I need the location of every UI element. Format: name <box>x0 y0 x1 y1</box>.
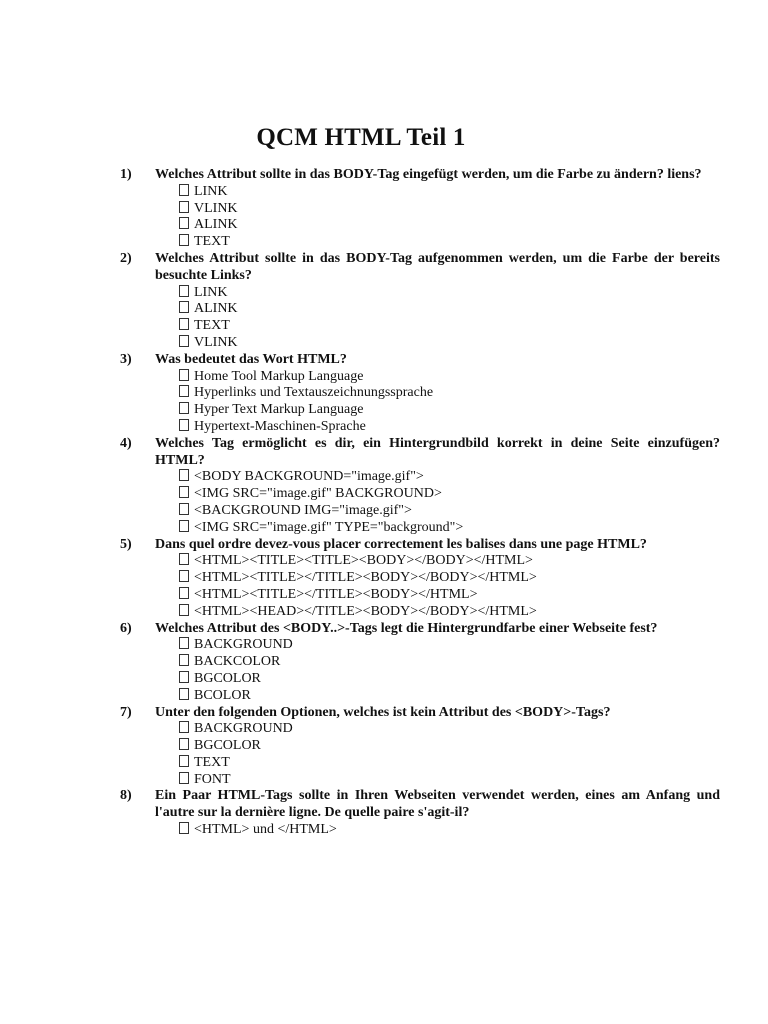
answer-option-label: <IMG SRC="image.gif" BACKGROUND> <box>194 486 442 502</box>
checkbox-icon[interactable] <box>179 604 189 616</box>
checkbox-icon[interactable] <box>179 520 189 532</box>
answer-option[interactable] <box>179 637 720 654</box>
checkbox-icon[interactable] <box>179 721 189 733</box>
checkbox-icon[interactable] <box>179 654 189 666</box>
checkbox-icon[interactable] <box>179 738 189 750</box>
question-number: 1) <box>120 167 132 182</box>
checkbox-icon[interactable] <box>179 335 189 347</box>
answer-option-label: BGCOLOR <box>194 670 261 686</box>
answer-option-label: <HTML><HEAD></TITLE><BODY></BODY></HTML> <box>194 603 537 619</box>
answer-option-label: <BACKGROUND IMG="image.gif"> <box>194 502 412 518</box>
answer-option[interactable] <box>179 721 720 738</box>
answer-option-label: <HTML><TITLE></TITLE><BODY></BODY></HTML> <box>194 570 537 586</box>
question-2 <box>120 251 720 352</box>
answer-option[interactable] <box>179 184 720 201</box>
checkbox-icon[interactable] <box>179 201 189 213</box>
question-number: 4) <box>120 435 132 451</box>
answer-option-label: ALINK <box>194 217 238 233</box>
answer-option-label: TEXT <box>194 318 230 334</box>
checkbox-icon[interactable] <box>179 587 189 599</box>
answer-option[interactable] <box>179 385 720 402</box>
answer-option[interactable] <box>179 469 720 486</box>
checkbox-icon[interactable] <box>179 285 189 297</box>
answer-option[interactable] <box>179 688 720 705</box>
answer-option[interactable] <box>179 654 720 671</box>
checkbox-icon[interactable] <box>179 772 189 784</box>
question-7 <box>120 705 720 789</box>
question-3 <box>120 352 720 436</box>
answer-option-label: VLINK <box>194 334 238 350</box>
answer-option[interactable] <box>179 738 720 755</box>
answer-option[interactable] <box>179 755 720 772</box>
question-list <box>120 167 720 839</box>
answer-options <box>155 285 720 352</box>
answer-option-label: BGCOLOR <box>194 738 261 754</box>
answer-option[interactable] <box>179 503 720 520</box>
question-number: 3) <box>120 351 132 367</box>
checkbox-icon[interactable] <box>179 486 189 498</box>
answer-options <box>155 469 720 536</box>
answer-option-label: Hyper Text Markup Language <box>194 402 364 418</box>
answer-option-label: LINK <box>194 183 228 199</box>
checkbox-icon[interactable] <box>179 318 189 330</box>
question-5 <box>120 537 720 621</box>
answer-options <box>155 822 720 839</box>
answer-option-label: <IMG SRC="image.gif" TYPE="background"> <box>194 519 464 535</box>
answer-option[interactable] <box>179 369 720 386</box>
answer-option[interactable] <box>179 822 720 839</box>
answer-option-label: Hypertext-Maschinen-Sprache <box>194 418 366 434</box>
answer-option[interactable] <box>179 553 720 570</box>
answer-option[interactable] <box>179 772 720 789</box>
checkbox-icon[interactable] <box>179 755 189 767</box>
question-text: Ein Paar HTML-Tags sollte in Ihren Webseiten verwendet werden, eines am Anfang und l'autre sur la dernière ligne. De quelle paire s'agit-il? <box>155 788 720 821</box>
question-6 <box>120 621 720 705</box>
answer-option[interactable] <box>179 402 720 419</box>
answer-option[interactable] <box>179 604 720 621</box>
question-text: Welches Attribut sollte in das BODY-Tag eingefügt werden, um die Farbe zu ändern? liens? <box>155 167 702 182</box>
answer-option[interactable] <box>179 217 720 234</box>
checkbox-icon[interactable] <box>179 385 189 397</box>
answer-option[interactable] <box>179 335 720 352</box>
checkbox-icon[interactable] <box>179 822 189 834</box>
answer-option-label: Hyperlinks und Textauszeichnungssprache <box>194 385 434 401</box>
answer-option[interactable] <box>179 419 720 436</box>
answer-options <box>155 637 720 704</box>
answer-option[interactable] <box>179 587 720 604</box>
answer-option[interactable] <box>179 285 720 302</box>
answer-options <box>155 184 720 251</box>
question-4 <box>120 436 720 537</box>
answer-option-label: <HTML><TITLE><TITLE><BODY></BODY></HTML> <box>194 553 533 569</box>
answer-option-label: ALINK <box>194 301 238 317</box>
question-text: Welches Attribut sollte in das BODY-Tag aufgenommen werden, um die Farbe der bereits besuchte Links? <box>155 250 720 283</box>
checkbox-icon[interactable] <box>179 419 189 431</box>
checkbox-icon[interactable] <box>179 217 189 229</box>
question-number: 2) <box>120 250 132 266</box>
checkbox-icon[interactable] <box>179 469 189 481</box>
answer-options <box>155 721 720 788</box>
answer-option-label: Home Tool Markup Language <box>194 368 364 384</box>
answer-option[interactable] <box>179 520 720 537</box>
question-number: 5) <box>120 536 132 552</box>
answer-option-label: BACKGROUND <box>194 721 293 737</box>
answer-options <box>155 553 720 620</box>
checkbox-icon[interactable] <box>179 553 189 565</box>
answer-option-label: LINK <box>194 284 228 300</box>
answer-option[interactable] <box>179 671 720 688</box>
question-text: Was bedeutet das Wort HTML? <box>155 351 347 367</box>
answer-option[interactable] <box>179 570 720 587</box>
answer-option-label: <HTML><TITLE></TITLE><BODY></HTML> <box>194 586 478 602</box>
checkbox-icon[interactable] <box>179 637 189 649</box>
checkbox-icon[interactable] <box>179 688 189 700</box>
page-title: QCM HTML Teil 1 <box>256 124 466 151</box>
question-number: 7) <box>120 704 132 720</box>
answer-option-label: <BODY BACKGROUND="image.gif"> <box>194 469 424 485</box>
question-number: 8) <box>120 788 132 804</box>
question-text: Welches Attribut des <BODY..>-Tags legt die Hintergrundfarbe einer Webseite fest? <box>155 620 658 636</box>
answer-option-label: FONT <box>194 771 231 787</box>
question-text: Dans quel ordre devez-vous placer correctement les balises dans une page HTML? <box>155 536 647 552</box>
answer-option-label: BACKCOLOR <box>194 654 281 670</box>
question-number: 6) <box>120 620 132 636</box>
checkbox-icon[interactable] <box>179 301 189 313</box>
question-8 <box>120 788 720 838</box>
answer-option-label: BACKGROUND <box>194 637 293 653</box>
checkbox-icon[interactable] <box>179 184 189 196</box>
answer-option[interactable] <box>179 201 720 218</box>
question-text: Unter den folgenden Optionen, welches ist kein Attribut des <BODY>-Tags? <box>155 704 611 720</box>
checkbox-icon[interactable] <box>179 234 189 246</box>
answer-option-label: TEXT <box>194 754 230 770</box>
question-text: Welches Tag ermöglicht es dir, ein Hintergrundbild korrekt in deine Seite einzufügen? HTML? <box>155 435 720 468</box>
answer-option-label: VLINK <box>194 200 238 216</box>
answer-options <box>155 369 720 436</box>
answer-option[interactable] <box>179 234 720 251</box>
checkbox-icon[interactable] <box>179 402 189 414</box>
question-1 <box>120 167 720 251</box>
checkbox-icon[interactable] <box>179 671 189 683</box>
answer-option-label: <HTML> und </HTML> <box>194 822 337 838</box>
answer-option[interactable] <box>179 486 720 503</box>
checkbox-icon[interactable] <box>179 503 189 515</box>
answer-option-label: BCOLOR <box>194 687 251 703</box>
answer-option-label: TEXT <box>194 234 230 250</box>
checkbox-icon[interactable] <box>179 570 189 582</box>
answer-option[interactable] <box>179 318 720 335</box>
checkbox-icon[interactable] <box>179 369 189 381</box>
answer-option[interactable] <box>179 301 720 318</box>
